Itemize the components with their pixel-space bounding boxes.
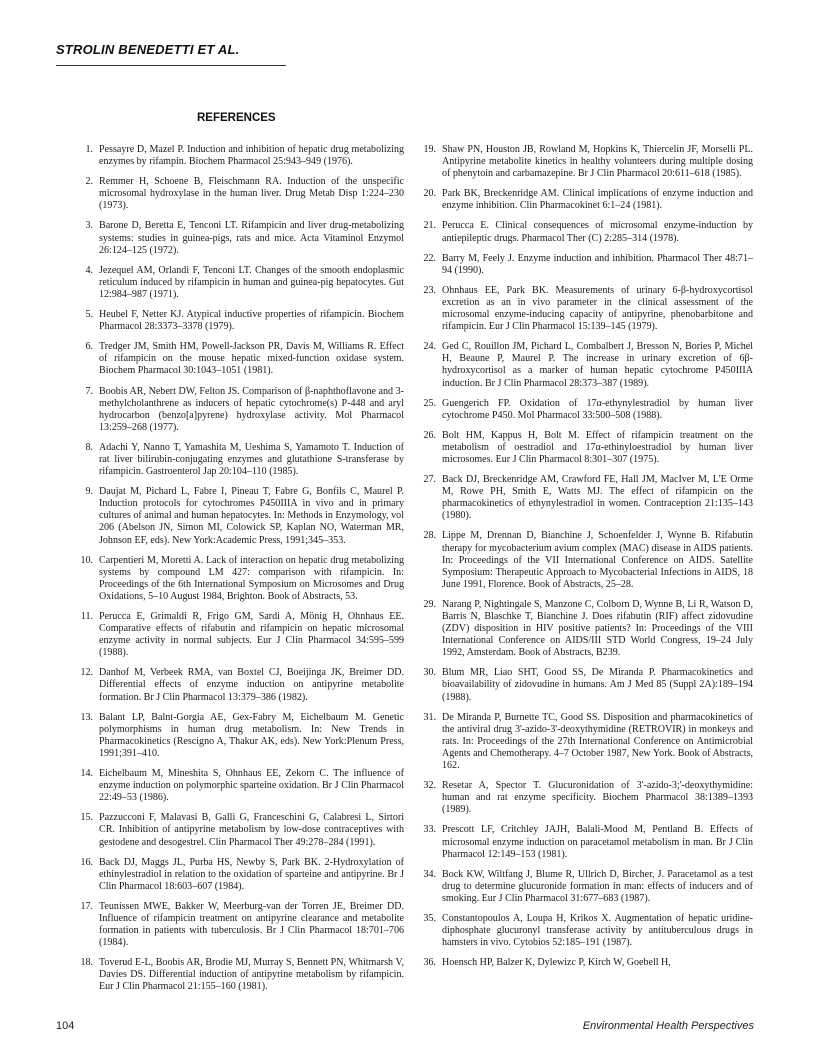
reference-number: 14. xyxy=(80,768,93,780)
reference-number: 29. xyxy=(423,598,436,610)
references-right-column xyxy=(417,144,753,977)
reference-item xyxy=(417,430,753,466)
reference-text: Barone D, Beretta E, Tenconi LT. Rifampicin and liver drug-metabolizing systems: studies in guinea-pigs, rats and mice. Acta Vitaminol Enzymol 26:124–125 (1972). xyxy=(99,220,404,256)
reference-text: Ohnhaus EE, Park BK. Measurements of urinary 6-β-hydroxycortisol excretion as an in vivo parameter in the clinical assessment of the microsomal enzyme-inducing capacity of antipyrine, phenobarbitone and rifampicin. Eur J Clin Pharmacol 15:139–145 (1979). xyxy=(442,284,753,333)
reference-number: 24. xyxy=(423,341,436,353)
reference-number: 9. xyxy=(85,486,93,498)
reference-number: 8. xyxy=(85,441,93,453)
reference-number: 22. xyxy=(423,252,436,264)
reference-text: Bolt HM, Kappus H, Bolt M. Effect of rifampicin treatment on the metabolism of oestradiol and 17α-ethinyloestradiol by human liver microsomes. Eur J Clin Pharmacol 8:301–307 (1975). xyxy=(442,429,753,465)
reference-text: Ged C, Rouillon JM, Pichard L, Combalbert J, Bresson N, Bories P, Michel H, Beaune P, Maurel P. The increase in urinary excretion of 6β-hydroxycortisol as a marker of human hepatic cytochrome P450IIIA induction. Br J Clin Pharmacol 28:373–387 (1989). xyxy=(442,341,753,389)
reference-number: 11. xyxy=(80,611,93,622)
reference-item xyxy=(417,285,753,333)
reference-text: Pessayre D, Mazel P. Induction and inhibition of hepatic drug metabolizing enzymes by rifampin. Biochem Pharmacol 25:943–949 (1976). xyxy=(99,144,404,168)
reference-text: Adachi Y, Nanno T, Yamashita M, Ueshima S, Yamamoto T. Induction of rat liver bilirubin-conjugating enzymes and glutathione S-transferase by rifampicin. Gastroenterol Jap 20:104–110 (1985). xyxy=(99,441,404,478)
section-title: REFERENCES xyxy=(197,112,276,124)
reference-item xyxy=(74,220,404,256)
reference-item xyxy=(417,530,753,590)
reference-text: Tredger JM, Smith HM, Powell-Jackson PR, Davis M, Williams R. Effect of rifampicin on the mouse hepatic mixed-function oxidase system. Biochem Pharmacol 30:1043–1051 (1981). xyxy=(99,341,404,377)
reference-text: Jezequel AM, Orlandi F, Tenconi LT. Changes of the smooth endoplasmic reticulum induced by rifampicin in human and guinea-pig hepatocytes. Gut 12:984–987 (1971). xyxy=(99,264,404,300)
reference-number: 1. xyxy=(85,144,93,155)
reference-number: 10. xyxy=(80,554,93,566)
header-rule xyxy=(56,65,286,66)
reference-item xyxy=(74,667,404,703)
reference-number: 5. xyxy=(85,309,93,321)
reference-item xyxy=(417,780,753,816)
reference-text: Hoensch HP, Balzer K, Dylewizc P, Kirch W, Goebell H, xyxy=(442,957,671,969)
reference-text: Perucca E, Grimaldi R, Frigo GM, Sardi A, Mönig H, Ohnhaus EE. Comparative effects of rifabutin and rifampicin on hepatic microsomal enzyme activity in normal subjects. Eur J Clin Pharmacol 34:595–599 (1988). xyxy=(99,611,404,659)
reference-item xyxy=(417,398,753,422)
reference-text: Shaw PN, Houston JB, Rowland M, Hopkins K, Thiercelin JF, Morselli PL. Antipyrine metabolite kinetics in healthy volunteers during multiple dosing of phenytoin and carbamazepine. Br J Clin Pharmacol 20:611–618 (1985). xyxy=(442,144,753,180)
reference-text: Back DJ, Maggs JL, Purba HS, Newby S, Park BK. 2-Hydroxylation of ethinylestradiol in relation to the oxidation of sparteine and antipyrine. Br J Clin Pharmacol 18:603–607 (1984). xyxy=(99,856,404,892)
reference-item xyxy=(74,812,404,848)
reference-text: Pazzucconi F, Malavasi B, Galli G, Franceschini G, Calabresi L, Sirtori CR. Inhibition of antipyrine metabolism by low-dose contraceptives with gestodene and desogestrel. Clin Pharmacol Ther 49:278–284 (1991). xyxy=(99,812,404,848)
reference-text: Heubel F, Netter KJ. Atypical inductive properties of rifampicin. Biochem Pharmacol 28:3373–3378 (1979). xyxy=(99,309,404,333)
reference-number: 36. xyxy=(423,957,436,969)
reference-number: 18. xyxy=(80,957,93,969)
reference-number: 20. xyxy=(423,188,436,200)
reference-item xyxy=(417,869,753,905)
reference-text: Prescott LF, Critchley JAJH, Balali-Mood M, Pentland B. Effects of microsomal enzyme induction on paracetamol metabolism in man. Br J Clin Pharmacol 12:149–153 (1981). xyxy=(442,824,753,860)
reference-item xyxy=(417,667,753,703)
reference-item xyxy=(74,442,404,478)
reference-item xyxy=(417,253,753,277)
reference-item xyxy=(74,555,404,603)
reference-item xyxy=(417,220,753,244)
journal-name: Environmental Health Perspectives xyxy=(582,1020,754,1032)
reference-number: 28. xyxy=(423,530,436,542)
reference-item xyxy=(417,824,753,860)
reference-text: Back DJ, Breckenridge AM, Crawford FE, Hall JM, MacIver M, L'E Orme M, Rowe PH, Smith E, Watts MJ. The effect of rifampicin on the pharmacokinetics of ethynylestradiol in women. Contraception 21:135–143 (1980). xyxy=(442,474,753,522)
reference-text: Blum MR, Liao SHT, Good SS, De Miranda P. Pharmacokinetics and bioavailability of zidovudine in humans. Am J Med 85 (Suppl 2A):189–194 (1988). xyxy=(442,667,753,703)
reference-text: Teunissen MWE, Bakker W, Meerburg-van der Torren JE, Breimer DD. Influence of rifampicin treatment on antipyrine clearance and metabolite formation in patients with tuberculosis. Br J Clin Pharmacol 18:701–706 (1984). xyxy=(99,900,404,949)
reference-item xyxy=(74,712,404,760)
running-header-author: STROLIN BENEDETTI ET AL. xyxy=(56,42,240,57)
reference-text: Balant LP, Balnt-Gorgia AE, Gex-Fabry M, Eichelbaum M. Genetic polymorphisms in human drug metabolism. In: New Trends in Pharmacokinetics (Rescigno A, Thakur AK, eds). New York:Plenum Press, 1991;391–410. xyxy=(99,711,404,759)
reference-number: 30. xyxy=(423,667,436,679)
reference-item xyxy=(417,957,753,969)
reference-text: Carpentieri M, Moretti A. Lack of interaction on hepatic drug metabolizing systems by compound LM 427: comparison with rifampicin. In: Proceedings of the 6th International Symposium on Microsomes and Drug Oxidations, 5–10 August 1984, Brighton. Book of Abstracts, 53. xyxy=(99,554,404,602)
reference-number: 7. xyxy=(85,385,93,397)
reference-text: Resetar A, Spector T. Glucuronidation of 3'-azido-3;'-deoxythymidine: human and rat enzyme specificity. Biochem Pharmacol 38:1389–1393 (1989). xyxy=(442,780,753,816)
reference-text: Daujat M, Pichard L, Fabre I, Pineau T, Fabre G, Bonfils C, Maurel P. Induction protocols for cytochromes P450IIIA in vivo and in primary cultures of animal and human hepatocytes. In: Methods in Enzymology, vol 206 (Abelson JN, Simon MI, Colowick SP, Kaplan NO, Waterman MR, Johnson EF, eds). New York:Academic Press, 1991;345–353. xyxy=(99,486,404,546)
reference-number: 33. xyxy=(423,824,436,836)
reference-item xyxy=(74,611,404,659)
reference-item xyxy=(74,857,404,893)
reference-number: 23. xyxy=(423,284,436,296)
reference-item xyxy=(417,188,753,212)
page-number: 104 xyxy=(56,1020,75,1032)
reference-text: Guengerich FP. Oxidation of 17α-ethynylestradiol by human liver cytochrome P450. Mol Pharmacol 33:500–508 (1988). xyxy=(442,397,753,421)
reference-number: 31. xyxy=(423,711,436,723)
reference-number: 27. xyxy=(423,474,436,486)
reference-item xyxy=(417,913,753,949)
reference-number: 12. xyxy=(80,667,93,679)
reference-text: Constantopoulos A, Loupa H, Krikos X. Augmentation of hepatic uridine-diphosphate glucuronyl transferase activity by antituberculous drugs in hamsters in vivo. Cytobios 52:185–191 (1987). xyxy=(442,912,753,949)
reference-item xyxy=(417,712,753,772)
reference-number: 26. xyxy=(423,429,436,441)
reference-number: 4. xyxy=(85,264,93,276)
reference-text: Bock KW, Wiltfang J, Blume R, Ullrich D, Bircher, J. Paracetamol as a test drug to determine glucuronide formation in man: effects of inducers and of smoking. Eur J Clin Pharmacol 31:677–683 (1987). xyxy=(442,868,753,904)
reference-item xyxy=(417,341,753,389)
reference-text: De Miranda P, Burnette TC, Good SS. Disposition and pharmacokinetics of the antiviral drug 3'-azido-3'-deoxythymidine (RETROVIR) in monkeys and rats. In: Proceedings of the 27th International Conference on Antimicrobial Agents and Chemotherapy. 4–7 October 1987, New York. Book of Abstracts, 162. xyxy=(442,711,753,772)
reference-item xyxy=(74,176,404,212)
reference-text: Remmer H, Schoene B, Fleischmann RA. Induction of the unspecific microsomal hydroxylase in the human liver. Drug Metab Disp 1:224–230 (1973). xyxy=(99,176,404,212)
reference-text: Boobis AR, Nebert DW, Felton JS. Comparison of β-naphthoflavone and 3-methylcholanthrene as inducers of hepatic cytochrome(s) P-448 and aryl hydrocarbon (benzo[a]pyrene) hydroxylase activity. Mol Pharmacol 13:259–268 (1977). xyxy=(99,385,404,433)
reference-number: 17. xyxy=(80,900,93,912)
reference-item xyxy=(74,957,404,993)
reference-number: 3. xyxy=(85,220,93,232)
reference-number: 25. xyxy=(423,397,436,409)
reference-number: 2. xyxy=(85,176,93,188)
reference-item xyxy=(74,341,404,377)
reference-number: 16. xyxy=(80,856,93,868)
reference-text: Park BK, Breckenridge AM. Clinical implications of enzyme induction and enzyme inhibition. Clin Pharmacokinet 6:1–24 (1981). xyxy=(442,188,753,212)
references-left-column xyxy=(74,144,404,1002)
reference-text: Barry M, Feely J. Enzyme induction and inhibition. Pharmacol Ther 48:71–94 (1990). xyxy=(442,252,753,276)
reference-item xyxy=(417,144,753,180)
reference-item xyxy=(417,599,753,659)
reference-item xyxy=(417,474,753,522)
reference-item xyxy=(74,486,404,546)
reference-item xyxy=(74,309,404,333)
reference-item xyxy=(74,768,404,804)
reference-text: Danhof M, Verbeek RMA, van Boxtel CJ, Boeijinga JK, Breimer DD. Differential effects of enzyme induction on antipyrine metabolite formation. Br J Clin Pharmacol 13:379–386 (1982). xyxy=(99,667,404,703)
reference-text: Eichelbaum M, Mineshita S, Ohnhaus EE, Zekorn C. The influence of enzyme induction on polymorphic sparteine oxidation. Br J Clin Pharmacol 22:49–53 (1986). xyxy=(99,768,404,804)
reference-number: 21. xyxy=(423,220,436,232)
reference-text: Narang P, Nightingale S, Manzone C, Colborn D, Wynne B, Li R, Watson D, Barris N, Blaschke T, Bianchine J. Does rifabutin (RIF) affect zidovudine (ZDV) disposition in HIV positive patients? In: Proceedings of the VIII International Conference on AIDS/III STD World Congress, 19–24 July 1992, Amsterdam. Book of Abstracts, B239. xyxy=(442,598,753,659)
reference-item xyxy=(74,144,404,168)
reference-number: 13. xyxy=(80,711,93,723)
reference-text: Toverud E-L, Boobis AR, Brodie MJ, Murray S, Bennett PN, Whitmarsh V, Davies DS. Differential induction of antipyrine metabolism by rifampicin. Eur J Clin Pharmacol 21:155–160 (1981). xyxy=(99,957,404,993)
reference-text: Perucca E. Clinical consequences of microsomal enzyme-induction by antiepileptic drugs. Pharmacol Ther (C) 2:285–314 (1978). xyxy=(442,220,753,244)
reference-number: 19. xyxy=(423,144,436,155)
reference-number: 15. xyxy=(80,812,93,824)
reference-item xyxy=(74,265,404,301)
reference-number: 34. xyxy=(423,868,436,880)
reference-item xyxy=(74,901,404,949)
reference-number: 6. xyxy=(85,341,93,353)
reference-number: 32. xyxy=(423,780,436,792)
reference-text: Lippe M, Drennan D, Bianchine J, Schoenfelder J, Wynne B. Rifabutin therapy for mycobacterium avium complex (MAC) disease in AIDS patients. In: Proceedings of the VII International Conference on AIDS. Satellite Symposium: Therapeutic Approach to Mycobacterial Infections in AIDS, 18 June 1991, Florence. Book of Abstracts, 25–28. xyxy=(442,530,753,590)
reference-item xyxy=(74,386,404,434)
reference-number: 35. xyxy=(423,912,436,924)
